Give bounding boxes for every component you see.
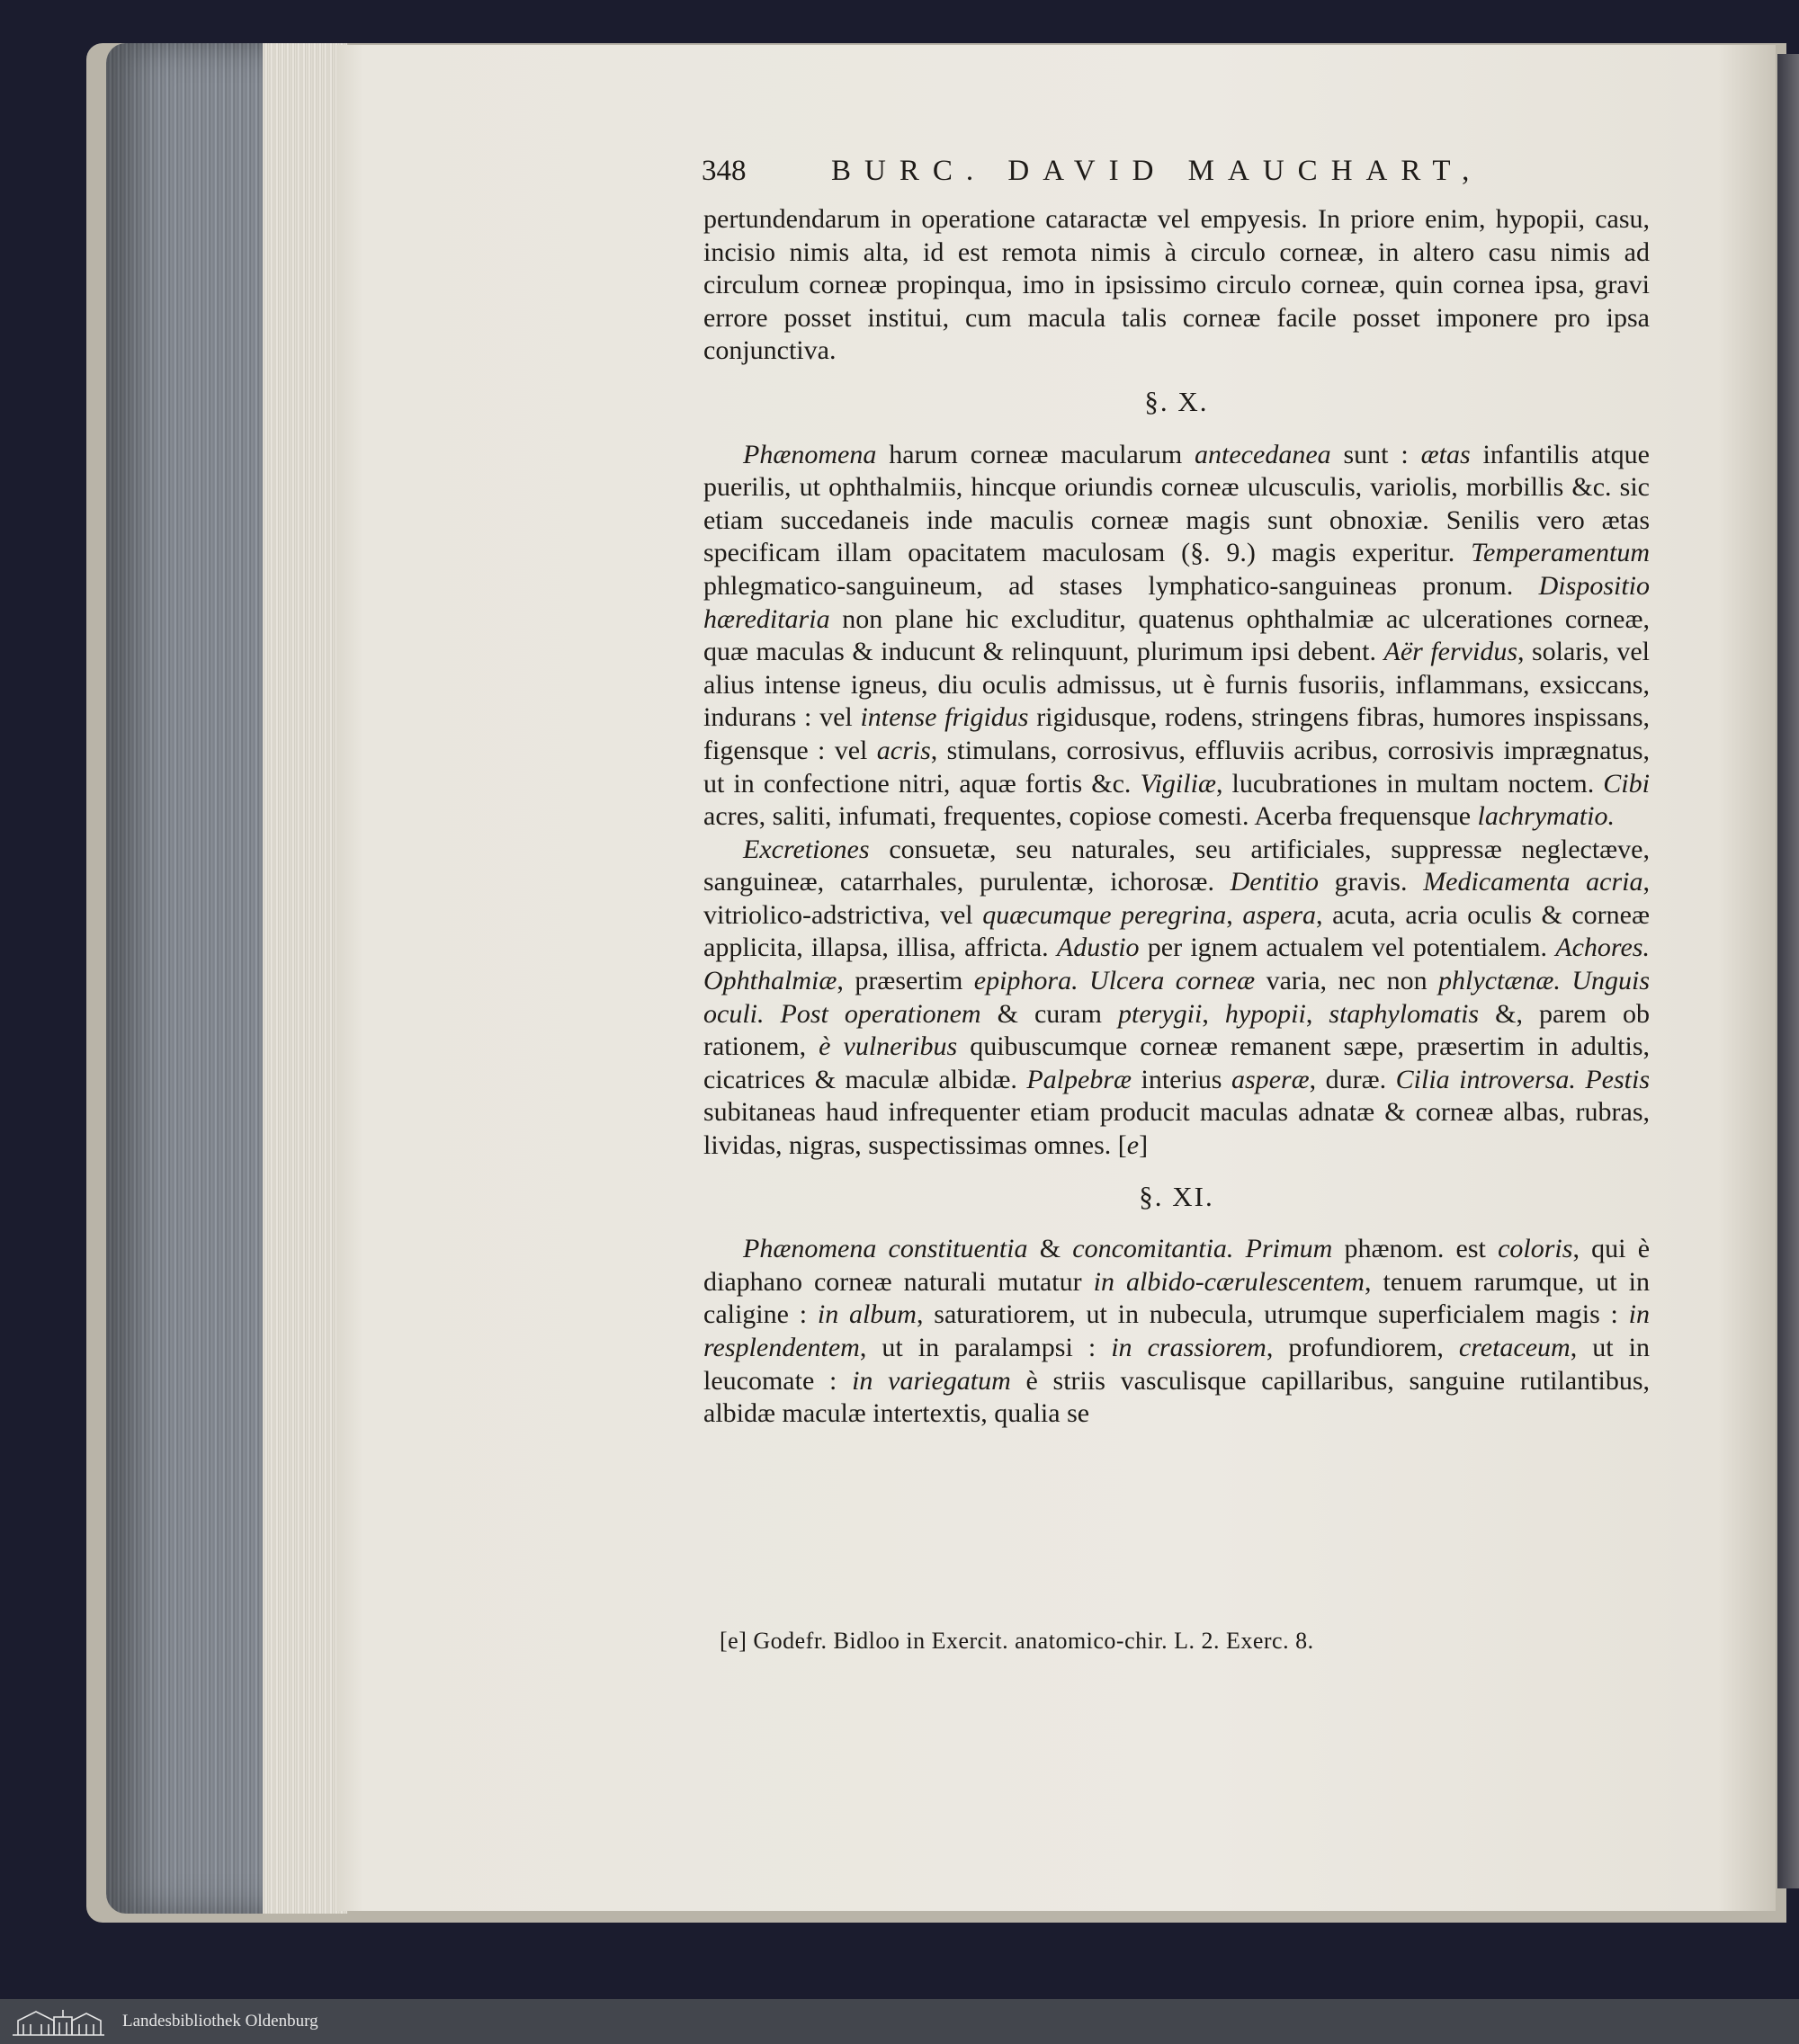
section-heading-x: §. X. — [1144, 385, 1209, 417]
paragraph-excretiones: Excretiones consuetæ, seu naturales, seu artificiales, suppressæ neglectæve, sanguineæ, catarrhales, purulentæ, ichorosæ. Dentitio gravis. Medicamenta acria, vitriolico-adstrictiva, vel quæcumque peregrina, aspera, acuta, acria oculis & corneæ applicita, illapsa, illisa, affricta. Adustio per ignem actualem vel potentialem. Achores. Ophthalmiæ, præsertim epiphora. Ulcera corneæ varia, nec non phlyctænæ. Unguis oculi. Post operationem & curam pterygii, hypopii, staphylomatis &, parem ob rationem, è vulneribus quibuscumque corneæ remanent sæpe, præsertim in adultis, cicatrices & maculæ albidæ. Palpebræ interius asperæ, duræ. Cilia introversa. Pestis subitaneas haud infrequenter etiam producit maculas adnatæ & corneæ albas, rubras, lividas, nigras, suspectissimas omnes. [e] — [703, 834, 1651, 1161]
binding-shadow — [1777, 54, 1799, 1888]
page-number: 348 — [702, 155, 747, 187]
paragraph-constituentia: Phænomena constituentia & concomitantia. Primum phænom. est coloris, qui è diaphano corneæ naturali mutatur in albido-cærulescentem, tenuem rarumque, ut in caligine : in album, saturatiorem, ut in nubecula, utrumque superficialem magis : in resplendentem, ut in paralampsi : in crassiorem, profundiorem, cretaceum, ut in leucomate : in variegatum è striis vasculisque capillaribus, sanguine rutilantibus, albidæ maculæ intertextis, qualia se — [703, 1234, 1651, 1429]
paragraph-intro: pertundendarum in operatione cataractæ vel empyesis. In priore enim, hypopii, casu, incisio nimis alta, id est remota nimis à circulo corneæ, in altero casu nimis ad circulum corneæ propinqua, imo in ipsissimo circulo corneæ, quin cornea ipsa, gravi errore posset institui, cum macula talis corneæ facile posset imponere pro ipsa conjunctiva. — [703, 204, 1650, 366]
running-head-title: BURC. DAVID MAUCHART, — [831, 155, 1483, 187]
page-edges-light — [263, 43, 347, 1914]
footer-bar — [0, 1999, 1799, 2044]
footnote — [720, 1628, 1314, 1655]
footnote-marker: [e] — [720, 1628, 747, 1654]
footnote-text: Godefr. Bidloo in Exercit. anatomico-chir. L. 2. Exerc. 8. — [753, 1628, 1314, 1654]
library-building-icon[interactable] — [9, 2006, 108, 2037]
paragraph-antecedanea: Phænomena harum corneæ macularum antecedanea sunt : ætas infantilis atque puerilis, ut ophthalmiis, hincque oriundis corneæ ulcusculis, variolis, morbillis &c. sic etiam succedaneis inde maculis corneæ magis sunt obnoxiæ. Senilis vero ætas specificam illam opacitatem maculosam (§. 9.) magis experitur. Temperamentum phlegmatico-sanguineum, ad stases lymphatico-sanguineas pronum. Dispositio hæreditaria non plane hic excluditur, quatenus ophthalmiæ ac ulcerationes corneæ, quæ maculas & inducunt & relinquunt, plurimum ipsi debent. Aër fervidus, solaris, vel alius intense igneus, diu oculis admissus, ut è furnis fusoriis, inflammans, exsiccans, indurans : vel intense frigidus rigidusque, rodens, stringens fibras, humores inspissans, figensque : vel acris, stimulans, corrosivus, effluviis acribus, corrosivis imprægnatus, ut in confectione nitri, aquæ fortis &c. Vigiliæ, lucubrationes in multam noctem. Cibi acres, saliti, infumati, frequentes, copiose comesti. Acerba frequensque lachrymatio. — [703, 439, 1651, 832]
running-head — [702, 155, 1655, 194]
body-text — [703, 203, 1650, 1431]
section-heading-xi: §. XI. — [1139, 1180, 1214, 1212]
library-label[interactable]: Landesbibliothek Oldenburg — [122, 2012, 318, 2031]
